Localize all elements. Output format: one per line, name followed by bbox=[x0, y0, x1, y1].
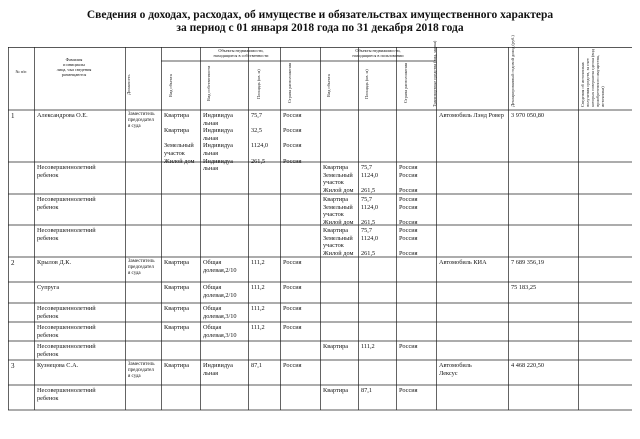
header-used-country: Страна расположения bbox=[403, 62, 408, 103]
cell-owned-type: Квартира bbox=[164, 305, 190, 312]
cell-used-country: Россия bbox=[399, 387, 418, 394]
cell-owned-country: Россия bbox=[283, 362, 302, 369]
cell-owned-country: Россия Россия Россия Россия bbox=[283, 112, 302, 165]
header-sources: Сведения об источниках получения средств, за счет которых совершена сделка (вид приобретенного имущества, источники) bbox=[580, 49, 605, 107]
cell-owned-country: Россия bbox=[283, 305, 302, 312]
header-owned-group: Объекты недвижимости, находящиеся в собственности bbox=[213, 48, 269, 58]
cell-vehicles: Автомобиль Лексус bbox=[439, 362, 472, 377]
cell-owned-ownership: Общая долевая,3/10 bbox=[203, 305, 237, 320]
cell-name: Несовершеннолетний ребенок bbox=[37, 164, 96, 179]
cell-used-area: 75,7 1124,0 261,5 bbox=[361, 227, 379, 257]
header-used-type: Вид объекта bbox=[326, 74, 331, 97]
header-num: № п/п bbox=[15, 69, 27, 74]
header-position: Должность bbox=[126, 74, 131, 95]
document-title: Сведения о доходах, расходах, об имуществе и обязательствах имущественного характера bbox=[86, 9, 554, 21]
cell-income: 4 468 220,50 bbox=[511, 362, 545, 369]
header-income: Декларированный годовой доход (руб.) bbox=[510, 35, 515, 107]
cell-used-type: Квартира bbox=[323, 387, 349, 394]
cell-vehicles: Автомобиль Лэнд Ровер bbox=[439, 112, 504, 119]
cell-used-country: Россия Россия Россия bbox=[399, 227, 418, 257]
cell-owned-type: Квартира bbox=[164, 362, 190, 369]
cell-owned-area: 111,2 bbox=[251, 305, 265, 312]
cell-name: Несовершеннолетний ребенок bbox=[37, 343, 96, 358]
cell-position: Заместитель председател я суда bbox=[128, 362, 155, 379]
cell-used-type: Квартира Земельный участок Жилой дом bbox=[323, 227, 354, 257]
cell-owned-area: 111,2 bbox=[251, 259, 265, 266]
cell-used-type: Квартира Земельный участок Жилой дом bbox=[323, 196, 354, 226]
cell-owned-country: Россия bbox=[283, 284, 302, 291]
cell-name: Александрова О.Е. bbox=[37, 112, 88, 119]
cell-used-area: 75,7 1124,0 261,5 bbox=[361, 196, 379, 226]
cell-num: 2 bbox=[11, 259, 15, 267]
cell-name: Несовершеннолетний ребенок bbox=[37, 196, 96, 211]
cell-owned-ownership: Общая долевая,3/10 bbox=[203, 324, 237, 339]
cell-name: Несовершеннолетний ребенок bbox=[37, 387, 96, 402]
cell-used-area: 87,1 bbox=[361, 387, 373, 394]
cell-used-country: Россия bbox=[399, 343, 418, 350]
cell-used-area: 75,7 1124,0 261,5 bbox=[361, 164, 379, 194]
cell-owned-country: Россия bbox=[283, 324, 302, 331]
cell-name: Несовершеннолетний ребенок bbox=[37, 227, 96, 242]
cell-owned-ownership: Индивидуа льная Индивидуа льная Индивидуа льная Индивидуа льная bbox=[203, 112, 233, 173]
cell-used-country: Россия Россия Россия bbox=[399, 196, 418, 226]
cell-owned-type: Квартира Квартира Земельный участок Жилой дом bbox=[164, 112, 195, 165]
cell-owned-area: 75,7 32,5 1124,0 261,5 bbox=[251, 112, 269, 165]
header-owned-country: Страна расположения bbox=[287, 62, 292, 103]
cell-owned-ownership: Общая долевая,2/10 bbox=[203, 259, 237, 274]
header-owned-ownership: Вид собственности bbox=[206, 65, 211, 101]
cell-owned-ownership: Общая долевая,2/10 bbox=[203, 284, 237, 299]
cell-owned-area: 111,2 bbox=[251, 284, 265, 291]
header-vehicles: Транспортные средства (вид, марка) bbox=[432, 40, 437, 107]
cell-name: Супруга bbox=[37, 284, 60, 291]
cell-used-type: Квартира bbox=[323, 343, 349, 350]
cell-name: Крылов Д.К. bbox=[37, 259, 72, 266]
cell-used-type: Квартира Земельный участок Жилой дом bbox=[323, 164, 354, 194]
document-period: за период с 01 января 2018 года по 31 декабря 2018 года bbox=[176, 22, 464, 34]
cell-owned-area: 87,1 bbox=[251, 362, 263, 369]
cell-num: 3 bbox=[11, 362, 15, 370]
header-used-area: Площадь (кв. м) bbox=[364, 69, 369, 99]
cell-income: 75 183,25 bbox=[511, 284, 537, 291]
cell-owned-country: Россия bbox=[283, 259, 302, 266]
cell-owned-type: Квартира bbox=[164, 259, 190, 266]
cell-owned-ownership: Индивидуа льная bbox=[203, 362, 233, 377]
cell-num: 1 bbox=[11, 112, 15, 120]
cell-used-area: 111,2 bbox=[361, 343, 375, 350]
cell-vehicles: Автомобиль КИА bbox=[439, 259, 487, 266]
header-used-group: Объекты недвижимости, находящиеся в пользовании bbox=[352, 48, 404, 58]
declaration-table bbox=[8, 35, 632, 433]
cell-owned-type: Квартира bbox=[164, 284, 190, 291]
cell-owned-type: Квартира bbox=[164, 324, 190, 331]
header-owned-area: Площадь (кв. м) bbox=[256, 69, 261, 99]
header-owned-type: Вид объекта bbox=[168, 74, 173, 97]
cell-name: Несовершеннолетний ребенок bbox=[37, 305, 96, 320]
header-name: Фамилия и инициалы лица, чьи сведения размещаются bbox=[56, 57, 92, 77]
cell-used-country: Россия Россия Россия bbox=[399, 164, 418, 194]
cell-name: Несовершеннолетний ребенок bbox=[37, 324, 96, 339]
cell-position: Заместитель председател я суда bbox=[128, 259, 155, 276]
cell-income: 7 689 356,19 bbox=[511, 259, 545, 266]
cell-owned-area: 111,2 bbox=[251, 324, 265, 331]
cell-income: 3 970 050,80 bbox=[511, 112, 545, 119]
cell-name: Кузнецова С.А. bbox=[37, 362, 79, 369]
cell-position: Заместитель председател я суда bbox=[128, 112, 155, 129]
